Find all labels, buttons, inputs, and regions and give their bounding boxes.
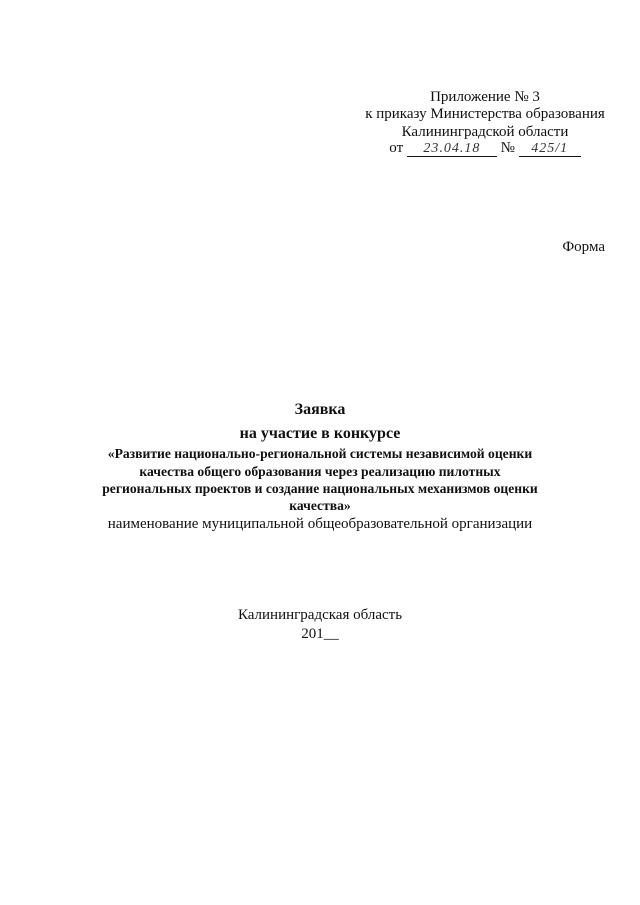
order-reference: к приказу Министерства образования — [365, 106, 605, 122]
contest-name-line: «Развитие национально-региональной системы независимой оценки — [107, 446, 533, 461]
date-prefix: от — [389, 140, 404, 156]
date-number-line — [360, 141, 610, 157]
form-label: Форма — [562, 239, 605, 255]
contest-name-line: региональных проектов и создание национальных механизмов оценки — [102, 481, 538, 496]
handwritten-number: 425/1 — [519, 142, 581, 157]
handwritten-date: 23.04.18 — [407, 142, 497, 157]
document-title: Заявка — [294, 401, 346, 418]
number-prefix: № — [500, 140, 515, 156]
footer-year: 201__ — [301, 626, 339, 642]
contest-name-line: качества общего образования через реализацию пилотных — [139, 464, 501, 479]
document-subtitle: на участие в конкурсе — [239, 425, 401, 442]
contest-name-line: качества» — [289, 498, 351, 513]
appendix-label: Приложение № 3 — [430, 89, 540, 105]
footer-region: Калининградская область — [237, 607, 403, 623]
organization-caption: наименование муниципальной общеобразовательной организации — [107, 516, 533, 532]
region-reference: Калининградской области — [401, 124, 569, 140]
